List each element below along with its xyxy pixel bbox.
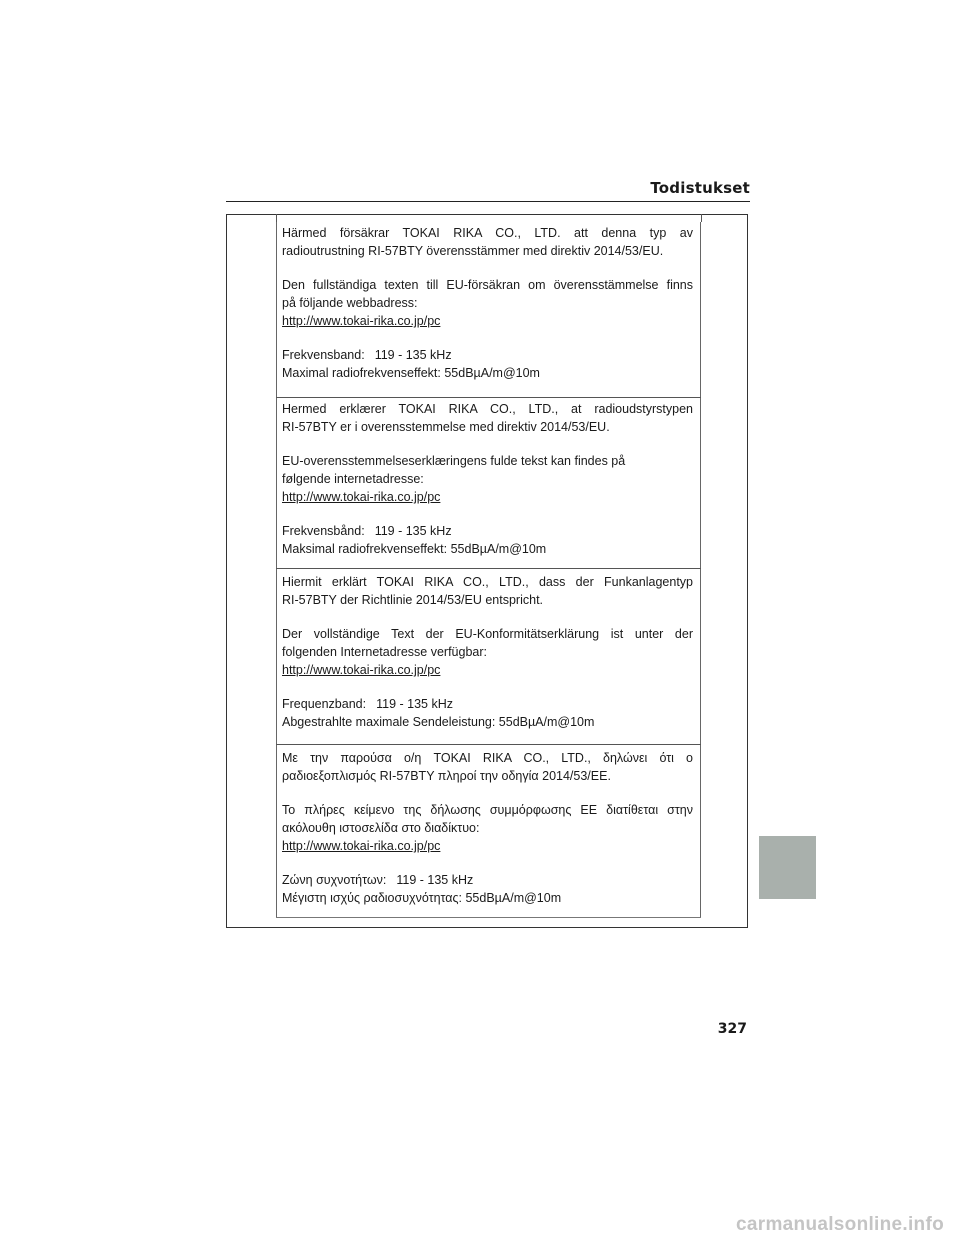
frequency-band-value: 119 - 135 kHz — [374, 524, 452, 538]
declaration-line: EU-overensstemmelseserklæringens fulde tekst kan findes på — [282, 454, 626, 468]
declaration-line: ακόλουθη ιστοσελίδα στο διαδίκτυο: — [282, 821, 480, 835]
scan-edge-tick-left — [276, 214, 277, 222]
declaration-url-link[interactable]: http://www.tokai-rika.co.jp/pc — [282, 314, 441, 328]
frequency-band-value: 119 - 135 kHz — [374, 348, 452, 362]
watermark-text: carmanualsonline.info — [736, 1214, 944, 1235]
declaration-line: Härmed försäkrar TOKAI RIKA CO., LTD. att denna typ av — [282, 226, 693, 240]
max-power-row: Maximal radiofrekvenseffekt: 55dBµA/m@10m — [282, 366, 540, 380]
declaration-line: folgenden Internetadresse verfügbar: — [282, 645, 487, 659]
max-power-row: Μέγιστη ισχύς ραδιοσυχνότητας: 55dBµA/m@10m — [282, 891, 562, 905]
declaration-line: RI-57BTY er i overensstemmelse med direktiv 2014/53/EU. — [282, 420, 610, 434]
declaration-line: Το πλήρες κείμενο της δήλωσης συμμόρφωσης ΕΕ διατίθεται στην — [282, 803, 693, 817]
frequency-band-label: Ζώνη συχνοτήτων: — [282, 873, 387, 887]
frequency-band-label: Frequenzband: — [282, 697, 367, 711]
page-section-title: Todistukset — [650, 179, 750, 197]
declaration-danish — [276, 398, 701, 569]
declaration-line: ραδιοεξοπλισμός RI-57BTY πληροί την οδηγία 2014/53/ΕΕ. — [282, 769, 611, 783]
max-power-row: Abgestrahlte maximale Sendeleistung: 55dBµA/m@10m — [282, 715, 595, 729]
declaration-line: Der vollständige Text der EU-Konformitätserklärung ist unter der — [282, 627, 693, 641]
declaration-line: radioutrustning RI-57BTY överensstämmer med direktiv 2014/53/EU. — [282, 244, 664, 258]
frequency-band-row — [282, 695, 693, 713]
max-power-row: Maksimal radiofrekvenseffekt: 55dBµA/m@10m — [282, 542, 547, 556]
declaration-swedish — [276, 222, 701, 398]
frequency-band-value: 119 - 135 kHz — [376, 697, 453, 711]
declaration-line: Hermed erklærer TOKAI RIKA CO., LTD., at radioudstyrstypen — [282, 402, 693, 416]
page-number: 327 — [717, 1021, 747, 1037]
declaration-url-link[interactable]: http://www.tokai-rika.co.jp/pc — [282, 490, 441, 504]
declaration-line: Hiermit erklärt TOKAI RIKA CO., LTD., dass der Funkanlagentyp — [282, 575, 693, 589]
declaration-line: følgende internetadresse: — [282, 472, 424, 486]
frequency-band-row — [282, 346, 693, 364]
frequency-band-row — [282, 871, 693, 889]
chapter-side-tab — [759, 836, 816, 899]
declaration-line: på följande webbadress: — [282, 296, 418, 310]
frequency-band-label: Frekvensband: — [282, 348, 365, 362]
declaration-line: Den fullständiga texten till EU-försäkran om överensstämmelse finns — [282, 278, 693, 292]
frequency-band-value: 119 - 135 kHz — [396, 873, 474, 887]
frequency-band-label: Frekvensbånd: — [282, 524, 365, 538]
declaration-line: Με την παρούσα ο/η TOKAI RIKA CO., LTD., δηλώνει ότι ο — [282, 751, 693, 765]
declaration-greek — [276, 745, 701, 918]
declaration-german — [276, 569, 701, 745]
declaration-url-link[interactable]: http://www.tokai-rika.co.jp/pc — [282, 839, 441, 853]
header-rule — [226, 201, 750, 202]
scan-edge-tick-right — [701, 214, 702, 222]
frequency-band-row — [282, 522, 693, 540]
declaration-url-link[interactable]: http://www.tokai-rika.co.jp/pc — [282, 663, 441, 677]
declaration-line: RI-57BTY der Richtlinie 2014/53/EU entspricht. — [282, 593, 544, 607]
